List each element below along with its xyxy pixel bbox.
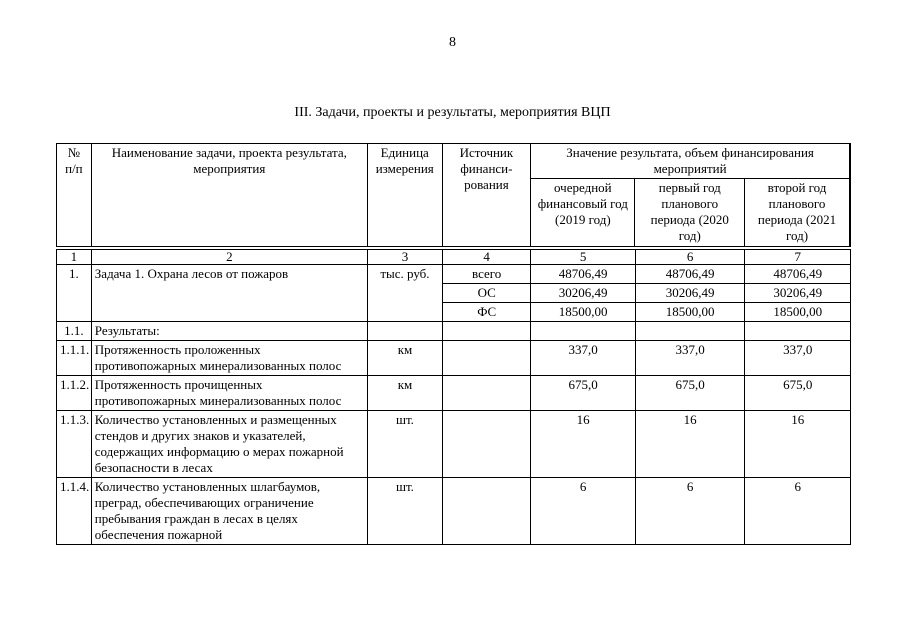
row-v3: 675,0 — [745, 376, 851, 411]
row-unit: км — [368, 341, 443, 376]
column-numbers-row — [57, 250, 851, 265]
header-col-v1: очередной финансовый год (2019 год) — [531, 179, 635, 247]
table-row — [57, 341, 851, 376]
row-name: Количество установленных шлагбаумов, преград, обеспечивающих ограничение пребывания граждан в лесах в целях обеспечения пожарной — [91, 478, 367, 545]
table-row — [57, 265, 851, 284]
row-name: Протяженность прочищенных противопожарных минерализованных полос — [91, 376, 367, 411]
row-num: 1.1.2. — [57, 376, 92, 411]
row-name: Задача 1. Охрана лесов от пожаров — [91, 265, 367, 322]
row-name: Количество установленных и размещенных стендов и других знаков и указателей, содержащих информацию о мерах пожарной безопасности в лесах — [91, 411, 367, 478]
row-unit: шт. — [368, 411, 443, 478]
row-unit: км — [368, 376, 443, 411]
row-v3: 337,0 — [745, 341, 851, 376]
row-v2: 675,0 — [635, 376, 745, 411]
row-source — [442, 478, 531, 545]
row-v3: 16 — [745, 411, 851, 478]
row-v2: 48706,49 — [635, 265, 745, 284]
row-source: ФС — [442, 303, 531, 322]
row-v3: 48706,49 — [745, 265, 851, 284]
table-row — [57, 411, 851, 478]
row-v1: 48706,49 — [531, 265, 635, 284]
header-col-num: № п/п — [57, 144, 92, 247]
row-name: Результаты: — [91, 322, 367, 341]
row-v1: 18500,00 — [531, 303, 635, 322]
row-unit: тыс. руб. — [368, 265, 443, 322]
row-v1: 16 — [531, 411, 635, 478]
row-v2: 30206,49 — [635, 284, 745, 303]
row-source — [442, 341, 531, 376]
row-num: 1.1. — [57, 322, 92, 341]
row-v1: 6 — [531, 478, 635, 545]
row-num: 1.1.4. — [57, 478, 92, 545]
table-body — [56, 249, 851, 545]
row-v1: 337,0 — [531, 341, 635, 376]
header-col-v2: первый год планового периода (2020 год) — [635, 179, 745, 247]
header-col-value-group: Значение результата, объем финансирования мероприятий — [531, 144, 850, 179]
column-number: 6 — [635, 250, 745, 265]
row-source — [442, 411, 531, 478]
row-source: ОС — [442, 284, 531, 303]
column-number: 2 — [91, 250, 367, 265]
section-title: III. Задачи, проекты и результаты, мероприятия ВЦП — [294, 105, 611, 120]
header-col-name: Наименование задачи, проекта результата, мероприятия — [91, 144, 367, 247]
column-number: 1 — [57, 250, 92, 265]
row-source: всего — [442, 265, 531, 284]
column-number: 3 — [368, 250, 443, 265]
row-v2: 18500,00 — [635, 303, 745, 322]
column-number: 4 — [442, 250, 531, 265]
header-col-source: Источник финанси-рования — [442, 144, 531, 247]
header-col-unit: Единица измерения — [367, 144, 442, 247]
table-row — [57, 322, 851, 341]
table-header — [56, 143, 851, 247]
row-unit: шт. — [368, 478, 443, 545]
row-v2: 6 — [635, 478, 745, 545]
row-v3: 18500,00 — [745, 303, 851, 322]
row-v2: 337,0 — [635, 341, 745, 376]
row-v1: 675,0 — [531, 376, 635, 411]
header-col-v3: второй год планового периода (2021 год) — [745, 179, 850, 247]
row-v3: 6 — [745, 478, 851, 545]
row-source — [442, 376, 531, 411]
column-number: 7 — [745, 250, 851, 265]
row-num: 1.1.3. — [57, 411, 92, 478]
table-row — [57, 376, 851, 411]
row-name: Протяженность проложенных противопожарных минерализованных полос — [91, 341, 367, 376]
row-v3: 30206,49 — [745, 284, 851, 303]
row-v1: 30206,49 — [531, 284, 635, 303]
row-v2: 16 — [635, 411, 745, 478]
row-num: 1. — [57, 265, 92, 322]
row-num: 1.1.1. — [57, 341, 92, 376]
column-number: 5 — [531, 250, 635, 265]
table-row — [57, 478, 851, 545]
page-number: 8 — [449, 35, 456, 50]
